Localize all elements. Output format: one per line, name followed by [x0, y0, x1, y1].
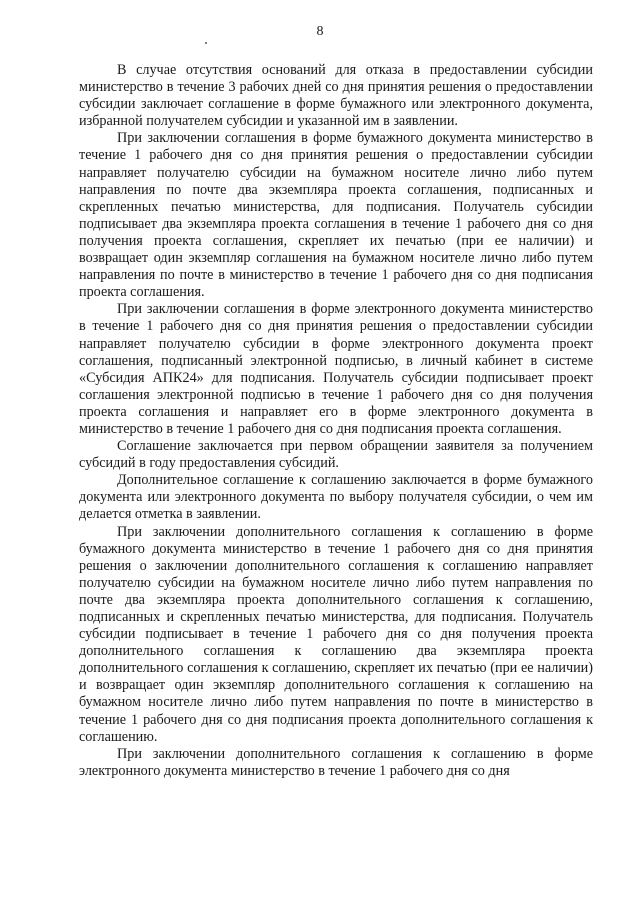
document-body: [79, 62, 593, 780]
paragraph-additional-agreement-paper: При заключении дополнительного соглашения к соглашению в форме бумажного документа министерство в течение 1 рабочего дня со дня принятия решения о заключении дополнительного соглашения к соглашению направляет получателю субсидии на бумажном носителе лично либо путем направления по почте два экземпляра проекта дополнительного соглашения к соглашению, подписанных и скрепленных печатью министерства, для подписания. Получатель субсидии подписывает в течение 1 рабочего дня со дня получения проекта дополнительного соглашения к соглашению два экземпляра проекта дополнительного соглашения к соглашению, скрепляет их печатью (при ее наличии) и возвращает один экземпляр дополнительного соглашения к соглашению на бумажном носителе лично либо путем направления по почте в министерство в течение 1 рабочего дня со дня подписания проекта дополнительного соглашения к соглашению.: [79, 523, 593, 745]
paragraph-additional-agreement-electronic: При заключении дополнительного соглашения к соглашению в форме электронного документа министерство в течение 1 рабочего дня со дня: [79, 745, 593, 779]
paragraph-agreement-conclusion: В случае отсутствия оснований для отказа в предоставлении субсидии министерство в течение 3 рабочих дней со дня принятия решения о предоставлении субсидии заключает соглашение в форме бумажного или электронного документа, избранной получателем субсидии и указанной им в заявлении.: [79, 62, 593, 130]
paragraph-first-application: Соглашение заключается при первом обращении заявителя за получением субсидий в году предоставления субсидий.: [79, 438, 593, 472]
paragraph-paper-agreement: При заключении соглашения в форме бумажного документа министерство в течение 1 рабочего дня со дня принятия решения о предоставлении субсидии направляет получателю субсидии на бумажном носителе лично либо путем направления по почте два экземпляра проекта соглашения, подписанных и скрепленных печатью министерства, для подписания. Получатель субсидии подписывает два экземпляра проекта соглашения в течение 1 рабочего дня со дня получения проекта соглашения, скрепляет их печатью (при ее наличии) и возвращает один экземпляр соглашения на бумажном носителе лично либо путем направления по почте в министерство в течение 1 рабочего дня со дня подписания проекта соглашения.: [79, 130, 593, 301]
page-number: 8: [316, 24, 324, 39]
scan-speck: [205, 42, 207, 44]
paragraph-electronic-agreement: При заключении соглашения в форме электронного документа министерство в течение 1 рабочего дня со дня принятия решения о предоставлении субсидии направляет получателю субсидии в форме электронного документа проект соглашения, подписанный электронной подписью, в личный кабинет в системе «Субсидия АПК24» для подписания. Получатель субсидии подписывает проект соглашения электронной подписью в течение 1 рабочего дня со дня получения проекта соглашения и направляет его в форме электронного документа в министерство в течение 1 рабочего дня со дня подписания проекта соглашения.: [79, 301, 593, 437]
paragraph-additional-agreement-form: Дополнительное соглашение к соглашению заключается в форме бумажного документа или электронного документа по выбору получателя субсидии, о чем им делается отметка в заявлении.: [79, 472, 593, 523]
